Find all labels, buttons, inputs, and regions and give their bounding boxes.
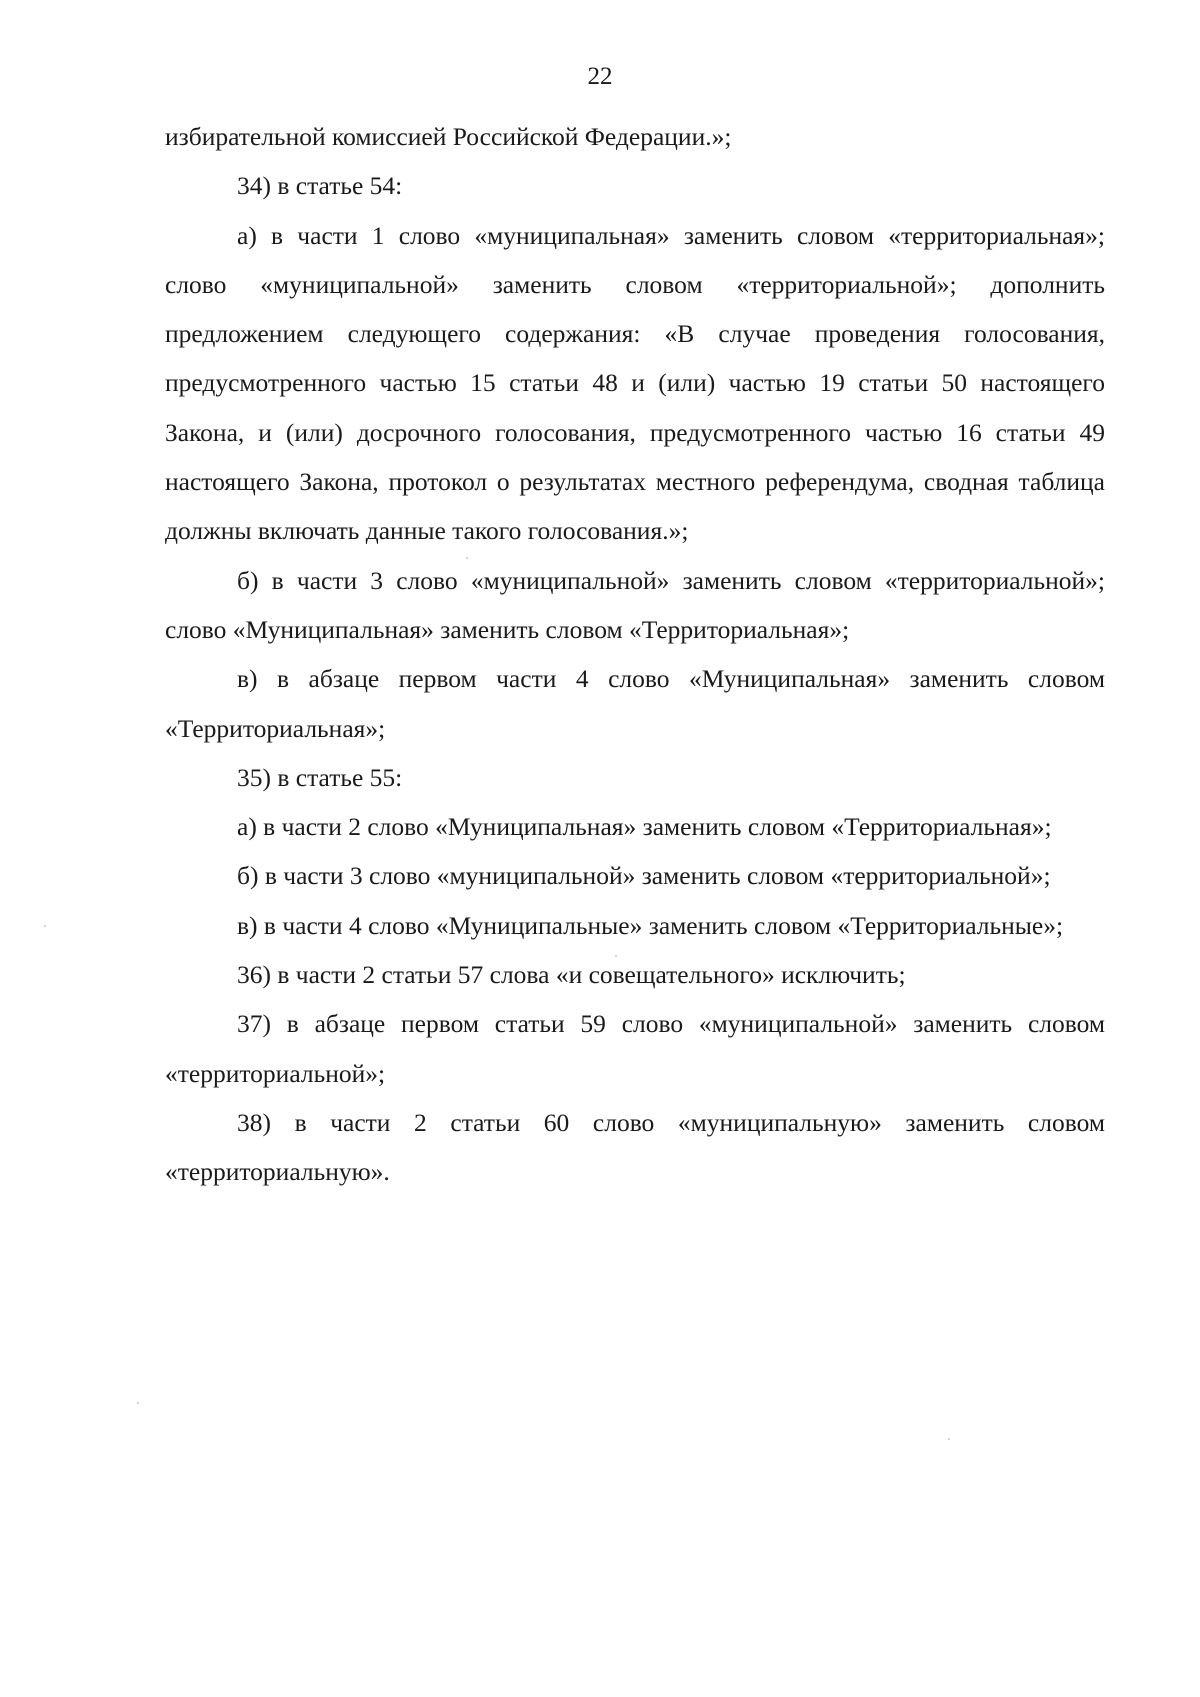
paragraph-item-35b: б) в части 3 слово «муниципальной» заменить словом «территориальной»; [237,861,1051,891]
paragraph-item-38: 38) в части 2 статьи 60 слово «муниципальную» заменить словом «территориальную». [165,1107,1105,1187]
paragraph-item-36: 36) в части 2 статьи 57 слова «и совещательного» исключить; [237,960,906,990]
paragraph-item-34b: б) в части 3 слово «муниципальной» заменить словом «территориальной»; слово «Муниципальная» заменить словом «Территориальная»; [165,565,1105,644]
page-number: 22 [587,63,613,90]
scan-speck [44,925,46,927]
paragraph-item-35: 35) в статье 55: [237,762,403,792]
scan-speck [948,1438,950,1440]
scan-speck [466,557,468,559]
paragraph-item-34: 34) в статье 54: [237,171,403,201]
paragraph-item-34v: в) в абзаце первом части 4 слово «Муниципальная» заменить словом «Территориальная»; [165,664,1105,743]
paragraph-item-34a: а) в части 1 слово «муниципальная» заменить словом «территориальная»; слово «муниципальной» заменить словом «территориальной»; дополнить предложением следующего содержания: «В случае проведения голосования, предусмотренного частью 15 статьи 48 и (или) частью 19 статьи 50 настоящего Закона, и (или) досрочного голосования, предусмотренного частью 16 статьи 49 настоящего Закона, протокол о результатах местного референдума, сводная таблица должны включать данные такого голосования.»; [165,220,1105,546]
scan-speck [137,1402,139,1404]
document-body [165,112,1105,1197]
paragraph-item-37: 37) в абзаце первом статьи 59 слово «муниципальной» заменить словом «территориальной»; [165,1009,1105,1088]
paragraph-item-35v: в) в части 4 слово «Муниципальные» заменить словом «Территориальные»; [237,910,1064,940]
paragraph-continuation: избирательной комиссией Российской Федерации.»; [165,122,732,151]
paragraph-item-35a: а) в части 2 слово «Муниципальная» заменить словом «Территориальная»; [237,812,1052,842]
scan-speck [615,955,617,957]
